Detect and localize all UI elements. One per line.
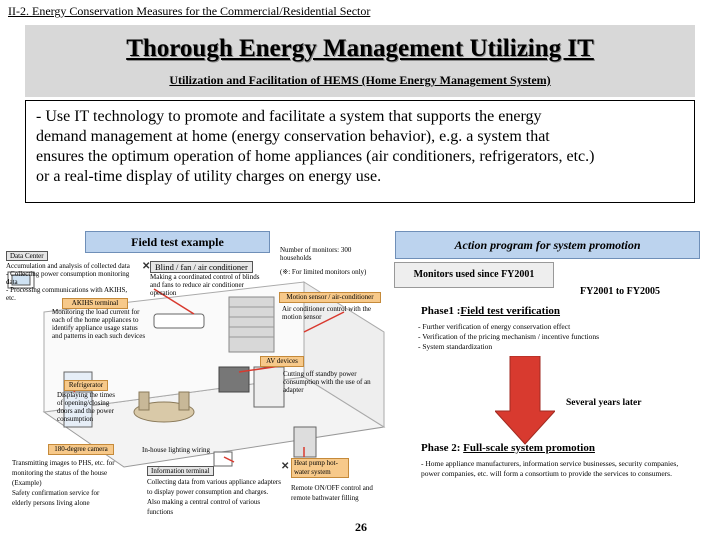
data-center-text: Accumulation and analysis of collected data - Collecting power consumption monitoring data - Processing communications with AKIHS, etc.: [6, 262, 130, 302]
monitors-since: Monitors used since FY2001: [394, 262, 554, 288]
akihs-text: Monitoring the load current for each of the home appliances to identify appliance usage status and patterns in each such devices: [52, 308, 146, 340]
heat-pump-text: Remote ON/OFF control and remote bathwater filling: [291, 484, 373, 502]
section-title: II-2. Energy Conservation Measures for the Commercial/Residential Sector: [8, 4, 371, 18]
page-title: Thorough Energy Management Utilizing IT: [126, 35, 594, 62]
close-icon[interactable]: ✕: [281, 461, 290, 472]
arrow-down-icon: [495, 356, 555, 446]
camera-label: 180-degree camera: [48, 444, 114, 455]
field-test-title: Field test example: [85, 231, 270, 253]
monitor-note: (※: For limited monitors only): [280, 268, 367, 276]
lighting-text: In-house lighting wiring: [142, 446, 211, 454]
info-terminal-label: Information terminal: [147, 466, 214, 476]
intro-text: - Use IT technology to promote and facilitate a system that supports the energy demand management at home (energy conservation behavior), e.g. a system that ensures the optimum operation of home appliances (air conditioners, refrigerators, etc.) or a real-time display of utility charges on energy use.: [25, 100, 695, 203]
motion-sensor-label: Motion sensor / air-conditioner: [279, 292, 381, 303]
action-program-title: Action program for system promotion: [395, 231, 700, 259]
motion-sensor-text: Air conditioner control with the motion sensor: [282, 305, 372, 321]
phase1-items: - Further verification of energy conservation effect - Verification of the pricing mechanism / incentive functions - System standardization: [418, 322, 600, 351]
monitor-count: Number of monitors: 300 households: [280, 246, 352, 262]
page-subtitle: Utilization and Facilitation of HEMS (Home Energy Management System): [169, 73, 551, 87]
title-banner: [25, 25, 695, 97]
page-number: 26: [355, 520, 367, 534]
close-icon[interactable]: ✕: [142, 261, 151, 272]
phase2-heading: Phase 2: Full-scale system promotion: [421, 442, 595, 454]
data-center-label: Data Center: [6, 251, 48, 261]
refrigerator-text: Displaying the times of opening/closing doors and the power consumption: [57, 391, 115, 423]
blind-fan-ac-label: Blind / fan / air conditioner: [150, 261, 253, 273]
camera-text: Transmitting images to PHS, etc. for monitoring the status of the house (Example) Safety confirmation service for elderly persons living alone: [12, 459, 115, 507]
heat-pump-label: Heat pump hot-water system: [291, 458, 349, 478]
several-years-later: Several years later: [566, 398, 642, 408]
period-label: FY2001 to FY2005: [580, 286, 660, 297]
phase2-text: - Home appliance manufacturers, information service businesses, security companies, power companies, etc. will form a consortium to provide the services to consumers.: [421, 459, 679, 478]
info-terminal-text: Collecting data from various appliance adapters to display power consumption and charges. Also making a central control of various functions: [147, 478, 281, 516]
av-devices-label: AV devices: [260, 356, 304, 367]
av-devices-text: Cutting off standby power consumption with the use of an adapter: [283, 370, 371, 394]
blind-fan-ac-text: Making a coordinated control of blinds and fans to reduce air conditioner operation: [150, 273, 260, 297]
akihs-label: AKIHS terminal: [62, 298, 128, 309]
refrigerator-label: Refrigerator: [64, 380, 108, 391]
phase1-heading: Phase1 :Field test verification: [421, 305, 561, 317]
